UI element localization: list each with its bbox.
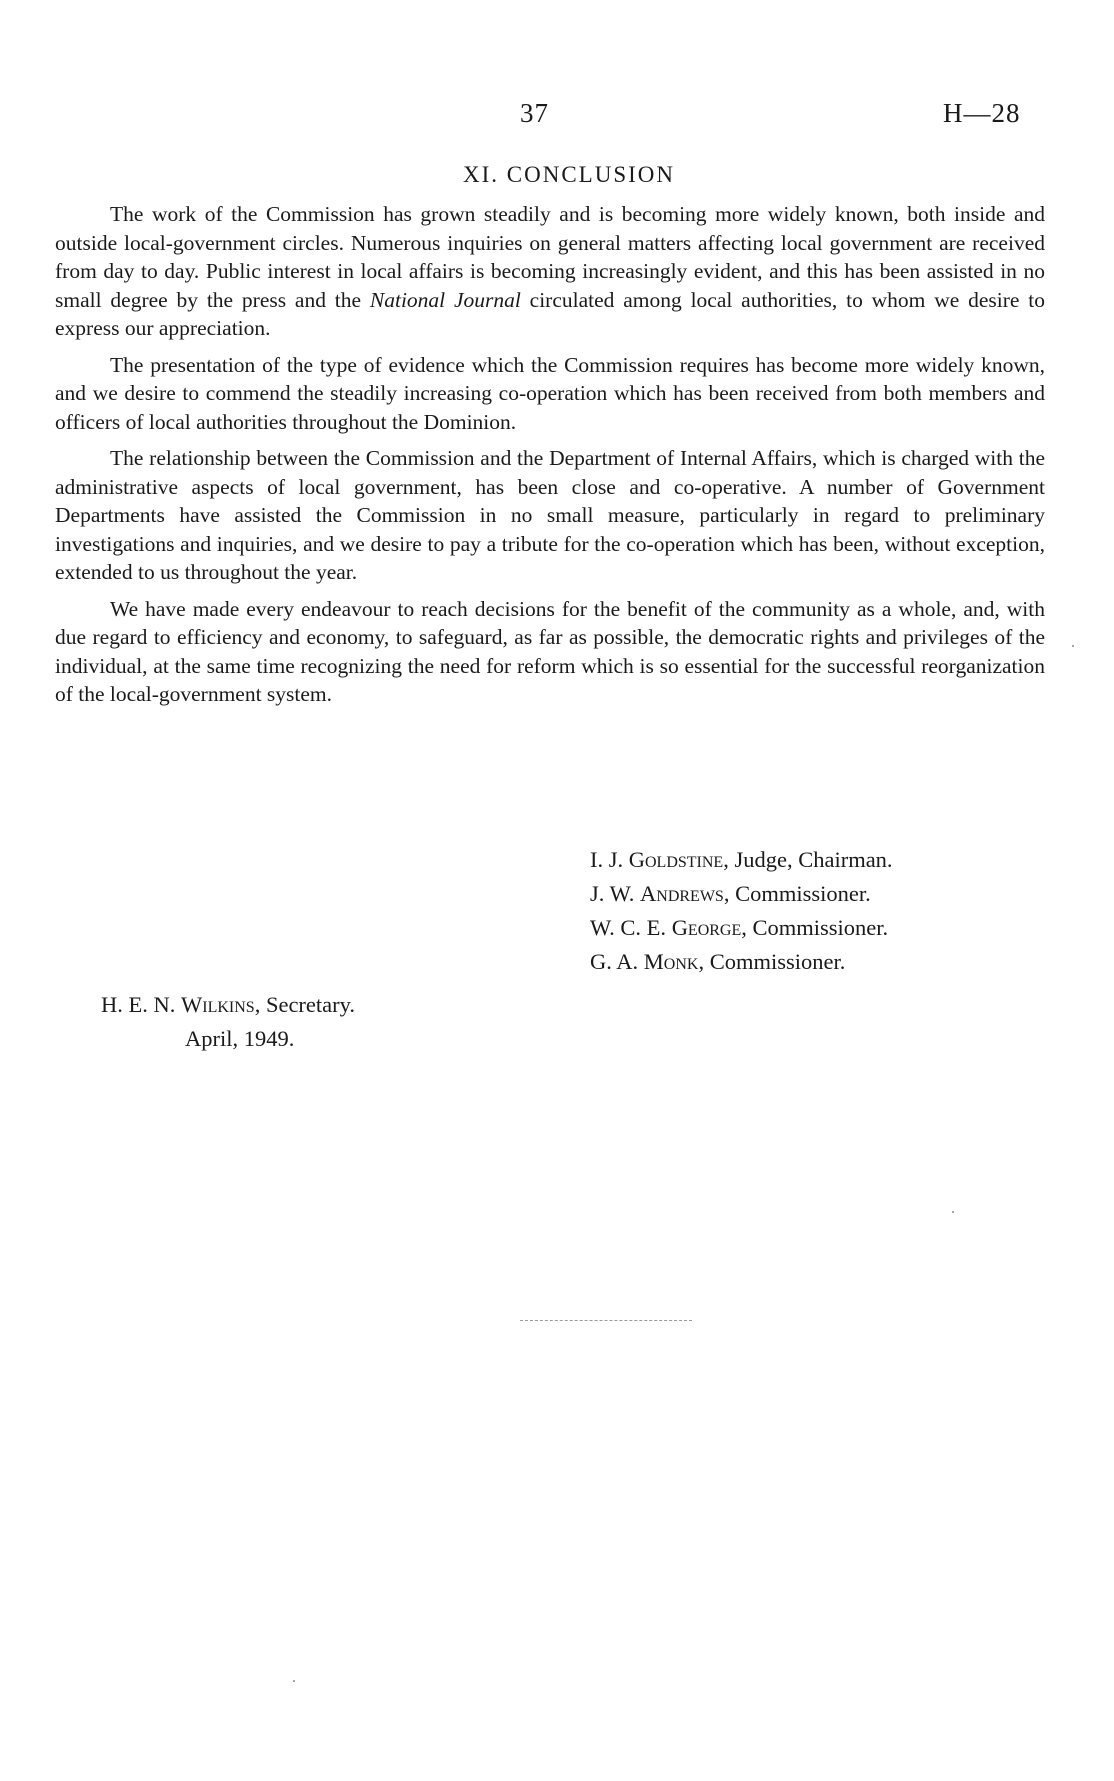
secretary-surname: Wilkins [181,992,255,1017]
page-number: 37 [520,98,549,128]
signatory-role: , Commissioner. [723,881,871,906]
secretary-block [101,988,355,1056]
scan-speck [952,1211,954,1213]
signatory-initials: W. C. E. [590,915,672,940]
signatories-block [590,843,893,979]
paragraph-1-text-a: The work of the Commission has grown steadily and is becoming more widely known, both inside and outside local-government circles. Numerous inquiries on general matters affecting local government are received from day to day. Public interest in local affairs is becoming increasingly evident, and this has been assisted in no small degree by the press and the [55,202,1045,312]
document-reference: H—28 [943,98,1021,128]
signatory-role: , Judge, Chairman. [723,847,893,872]
body-text [55,200,1045,717]
report-date: April, 1949. [185,1026,295,1051]
signatory-commissioner [590,911,893,945]
secretary-role: , Secretary. [254,992,356,1017]
signatory-commissioner [590,877,893,911]
paragraph-1 [55,200,1045,343]
signatory-commissioner [590,945,893,979]
paragraph-2: The presentation of the type of evidence which the Commission requires has become more widely known, and we desire to commend the steadily increasing co-operation which has been received from both members and officers of local authorities throughout the Dominion. [55,352,1045,434]
end-rule [520,1320,692,1321]
signatory-initials: I. J. [590,847,629,872]
signatory-role: , Commissioner. [741,915,889,940]
paragraph-1-text-b: circulated among local authorities, to whom we desire to express our appreciation. [55,287,1045,340]
signatory-surname: Goldstine [628,847,724,872]
signatory-surname: George [671,915,742,940]
signatory-initials: G. A. [590,949,644,974]
secretary-initials: H. E. N. [101,992,181,1017]
signatory-surname: Andrews [640,881,724,906]
journal-title: National Journal [369,287,521,312]
signatory-initials: J. W. [590,881,641,906]
paragraph-4: We have made every endeavour to reach decisions for the benefit of the community as a whole, and, with due regard to efficiency and economy, to safeguard, as far as possible, the democratic rights and privileges of the individual, at the same time recognizing the need for reform which is so essential for the successful reorganization of the local-government system. [55,596,1045,706]
secretary-signature [101,988,355,1022]
paragraph-3: The relationship between the Commission and the Department of Internal Affairs, which is charged with the administrative aspects of local government, has been close and co-operative. A number of Government Departments have assisted the Commission in no small measure, particularly in regard to preliminary investigations and inquiries, and we desire to pay a tribute for the co-operation which has been, without exception, extended to us throughout the year. [55,446,1045,584]
scan-speck [293,1680,295,1682]
signatory-chairman [590,843,893,877]
scan-speck [1072,645,1074,647]
section-heading: XI. CONCLUSION [463,162,675,187]
signatory-role: , Commissioner. [698,949,846,974]
signatory-surname: Monk [643,949,699,974]
